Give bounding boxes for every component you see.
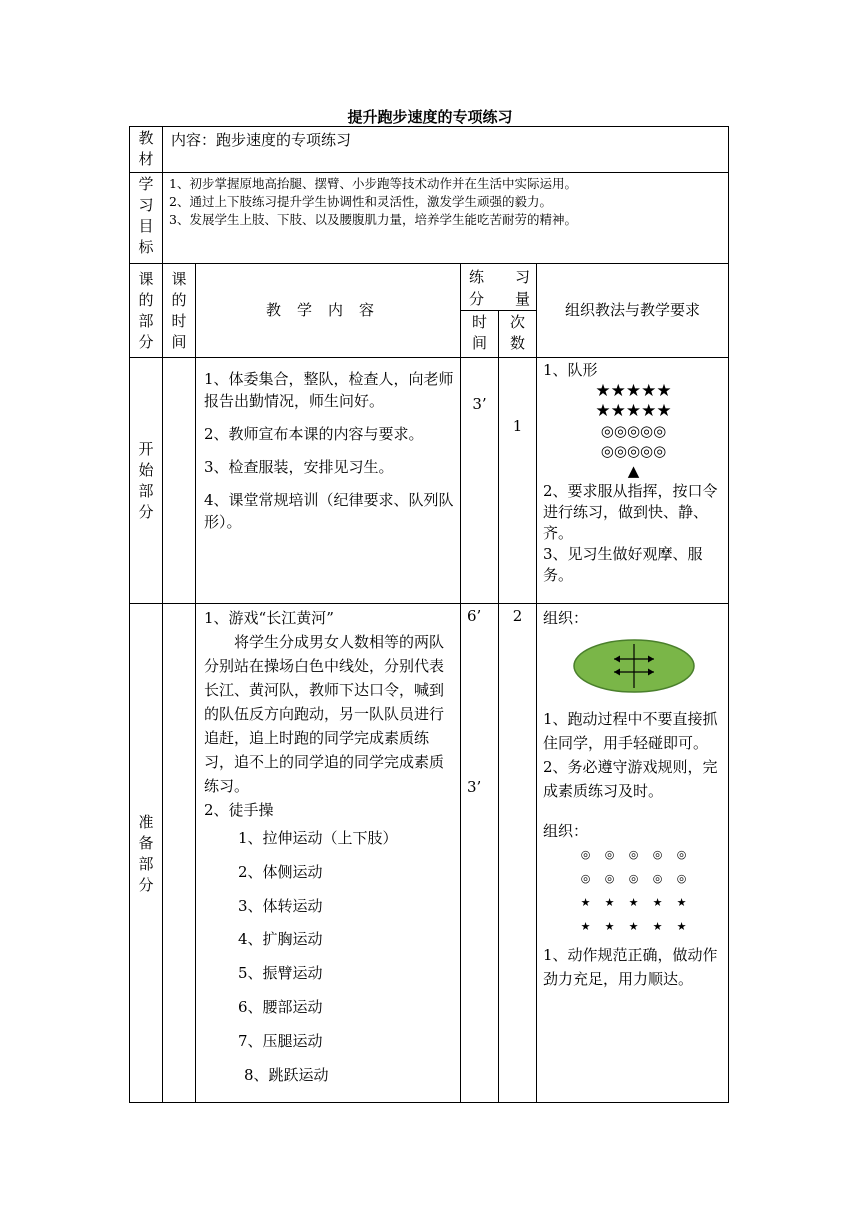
formation-row: ◎◎◎◎◎	[600, 422, 667, 440]
exercise-item: 6、腰部运动	[238, 997, 323, 1016]
star-icon: ★	[652, 896, 663, 909]
formation-row: ★★★★★	[595, 381, 672, 401]
prep-time-2: 3’	[467, 778, 482, 796]
star-icon: ★	[628, 920, 639, 933]
formation-title: 1、队形	[543, 361, 598, 379]
start-requirement: 2、要求服从指挥，按口令进行练习，做到快、静、齐。	[543, 482, 718, 542]
field-ellipse-icon	[572, 638, 696, 694]
header-load	[461, 264, 537, 311]
star-icon: ★	[652, 920, 663, 933]
start-content	[196, 358, 461, 604]
ring-icon: ◎	[580, 848, 591, 861]
header-load-count: 次 数	[499, 311, 537, 358]
goals-label: 学 习 目 标	[130, 173, 163, 264]
prep-time-cell	[163, 604, 196, 1103]
grid-row	[574, 843, 694, 867]
org-label-2: 组织：	[543, 822, 589, 840]
grid-row	[574, 891, 694, 915]
teacher-marker: ▲	[627, 462, 640, 480]
page-title: 提升跑步速度的专项练习	[347, 108, 513, 126]
gym-requirement: 1、动作规范正确，做动作劲力充足，用力顺达。	[543, 946, 718, 988]
exercise-item: 7、压腿运动	[238, 1031, 323, 1050]
formation-row: ◎◎◎◎◎	[600, 442, 667, 460]
exercise-item: 3、体转运动	[238, 896, 323, 915]
ring-icon: ◎	[676, 872, 687, 885]
ring-icon: ◎	[580, 872, 591, 885]
ring-icon: ◎	[676, 848, 687, 861]
star-icon: ★	[580, 920, 591, 933]
grid-row	[574, 915, 694, 939]
start-item: 2、教师宣布本课的内容与要求。	[204, 425, 424, 443]
material-label: 教 材	[130, 127, 163, 173]
star-icon: ★	[676, 896, 687, 909]
formation-row: ★★★★★	[595, 401, 672, 421]
start-load-count: 1	[499, 358, 537, 604]
prep-method	[537, 604, 729, 1103]
start-time-cell	[163, 358, 196, 604]
star-icon: ★	[628, 896, 639, 909]
start-method	[537, 358, 729, 604]
header-load-row1: 练 习	[469, 268, 530, 286]
game-description: 将学生分成男女人数相等的两队分别站在操场白色中线处，分别代表长江、黄河队，教师下达口令，喊到的队伍反方向跑动，另一队队员进行追赶，追上时跑的同学完成素质练习，追不上的同学追的同学完成素质练习。	[204, 633, 445, 795]
grid-row	[574, 867, 694, 891]
goal-item: 1、初步掌握原地高抬腿、摆臂、小步跑等技术动作并在生活中实际运用。	[169, 176, 577, 191]
ring-icon: ◎	[652, 872, 663, 885]
exercise-item: 4、扩胸运动	[238, 930, 323, 949]
header-load-time: 时 间	[461, 311, 499, 358]
star-icon: ★	[676, 920, 687, 933]
org-label: 组织：	[543, 609, 589, 627]
exercise-item: 5、振臂运动	[238, 964, 323, 983]
exercise-item: 2、体侧运动	[238, 862, 323, 881]
start-label: 开 始 部 分	[130, 358, 163, 604]
prep-load-time	[461, 604, 499, 1103]
ring-icon: ◎	[628, 872, 639, 885]
header-time: 课 的 时 间	[163, 264, 196, 358]
star-icon: ★	[604, 896, 615, 909]
game-requirement: 1、跑动过程中不要直接抓住同学，用手轻碰即可。	[543, 710, 718, 752]
field-diagram	[543, 638, 724, 701]
ring-icon: ◎	[604, 872, 615, 885]
prep-content	[196, 604, 461, 1103]
ring-icon: ◎	[652, 848, 663, 861]
prep-label: 准 备 部 分	[130, 604, 163, 1103]
goals-content	[163, 173, 729, 264]
header-load-row2: 分 量	[469, 290, 530, 308]
start-item: 4、课堂常规培训（纪律要求、队列队形）。	[204, 491, 454, 531]
goal-item: 3、发展学生上肢、下肢、以及腰腹肌力量，培养学生能吃苦耐劳的精神。	[169, 212, 577, 227]
ring-icon: ◎	[628, 848, 639, 861]
gym-title: 2、徒手操	[204, 801, 274, 819]
header-part: 课 的 部 分	[130, 264, 163, 358]
ring-icon: ◎	[604, 848, 615, 861]
game-title: 1、游戏“长江黄河”	[204, 609, 334, 627]
header-method: 组织教法与教学要求	[537, 264, 729, 358]
goal-item: 2、通过上下肢练习提升学生协调性和灵活性，激发学生顽强的毅力。	[169, 194, 552, 209]
game-requirement: 2、务必遵守游戏规则，完成素质练习及时。	[543, 758, 718, 800]
lesson-plan-table	[129, 126, 729, 1103]
header-content: 教学内容	[196, 264, 461, 358]
start-load-time: 3’	[461, 358, 499, 604]
prep-load-count: 2	[499, 604, 537, 1103]
exercise-item: 8、跳跃运动	[244, 1065, 329, 1084]
exercise-item: 1、拉伸运动（上下肢）	[238, 829, 398, 847]
prep-time-1: 6’	[467, 607, 482, 625]
material-content: 内容：跑步速度的专项练习	[163, 127, 729, 173]
start-requirement: 3、见习生做好观摩、服务。	[543, 545, 703, 584]
star-icon: ★	[580, 896, 591, 909]
start-item: 1、体委集合，整队，检查人，向老师报告出勤情况，师生问好。	[204, 370, 454, 410]
star-icon: ★	[604, 920, 615, 933]
start-item: 3、检查服装，安排见习生。	[204, 458, 394, 476]
